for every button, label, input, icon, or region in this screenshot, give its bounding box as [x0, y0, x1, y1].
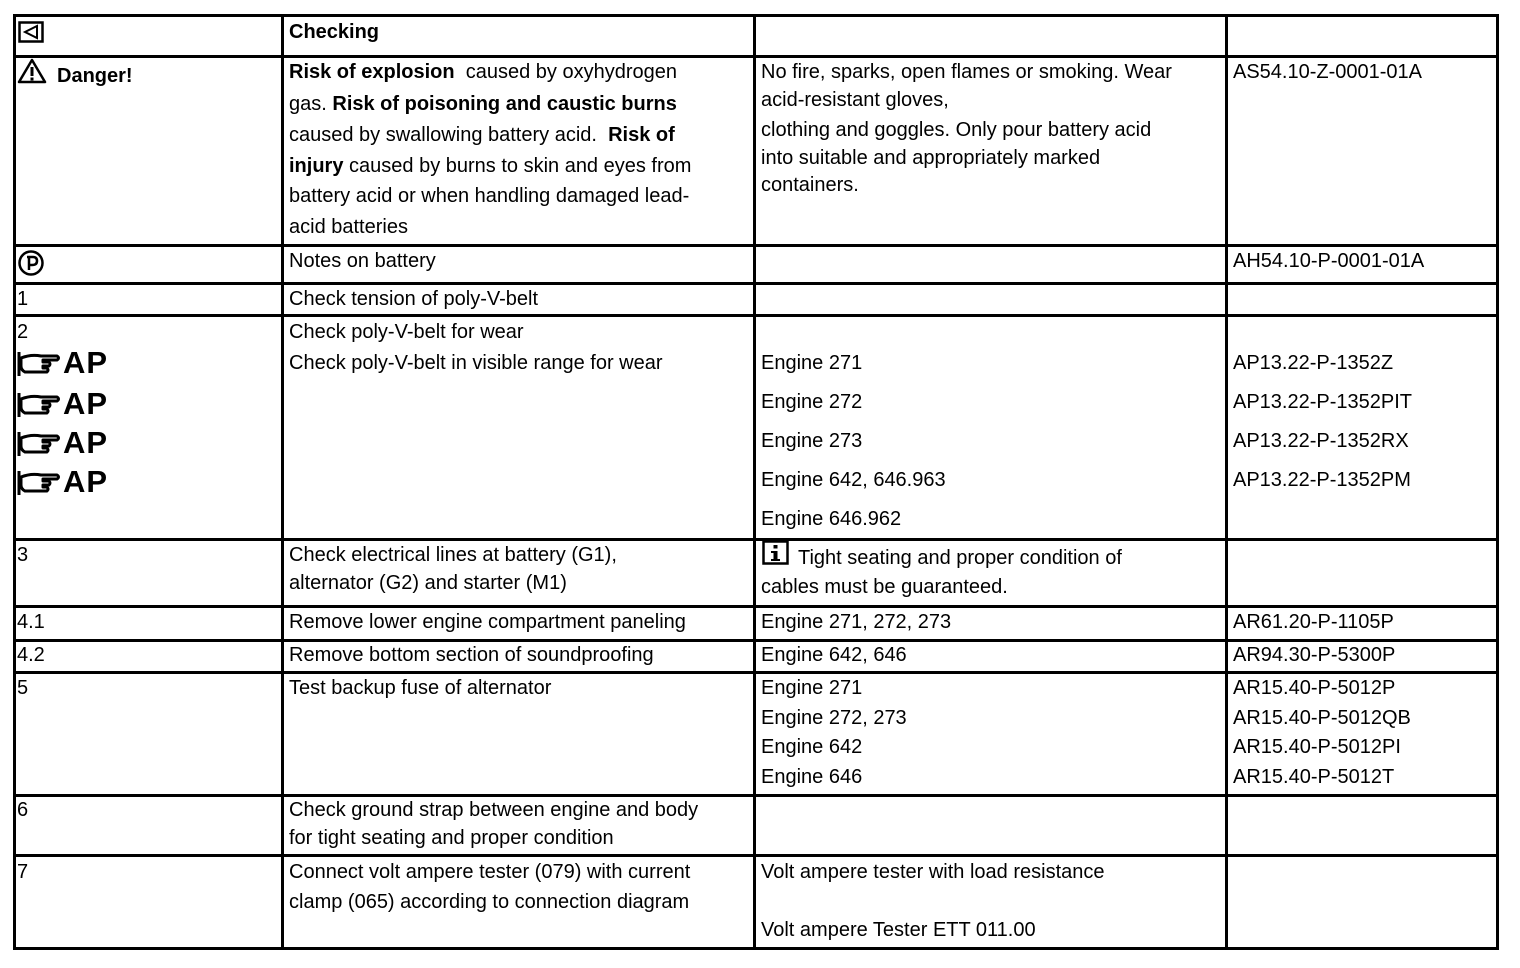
row-divider [13, 605, 1499, 608]
ap-link[interactable] [17, 386, 109, 421]
reference-link[interactable]: AP13.22-P-1352RX [1233, 430, 1409, 452]
ap-link[interactable] [17, 425, 109, 460]
step-number: 5 [17, 677, 29, 699]
column-divider [1225, 14, 1228, 950]
step-text: for tight seating and proper condition [289, 827, 614, 849]
reference-link[interactable]: AR15.40-P-5012QB [1233, 707, 1411, 729]
engine-label: Engine 271 [761, 352, 863, 374]
reference-link[interactable]: AH54.10-P-0001-01A [1233, 250, 1425, 272]
danger-bold: Risk of poisoning and caustic burns [332, 93, 677, 115]
pointing-hand-icon [17, 428, 61, 458]
reference-link[interactable]: AP13.22-P-1352PIT [1233, 391, 1412, 413]
row-divider [13, 538, 1499, 541]
ap-link[interactable] [17, 345, 109, 380]
table-border [1496, 14, 1499, 950]
reference-link[interactable]: AR61.20-P-1105P [1233, 611, 1394, 633]
step-number: 3 [17, 544, 29, 566]
step-text: Check electrical lines at battery (G1), [289, 544, 617, 566]
danger-measure-line: containers. [761, 174, 859, 196]
engine-label: Engine 646 [761, 766, 863, 788]
danger-measure-line: into suitable and appropriately marked [761, 147, 1101, 169]
row-divider [13, 14, 1499, 17]
reference-link[interactable]: AR15.40-P-5012P [1233, 677, 1396, 699]
engine-label: Engine 272, 273 [761, 707, 907, 729]
step-text: Test backup fuse of alternator [289, 677, 552, 699]
ap-label: AP [63, 425, 109, 460]
step-text: alternator (G2) and starter (M1) [289, 572, 567, 594]
column-divider [281, 14, 284, 950]
ap-link[interactable] [17, 464, 109, 499]
step-number: 2 [17, 321, 29, 343]
page-title: Checking [289, 21, 380, 43]
engine-label: Engine 271, 272, 273 [761, 611, 952, 633]
step-number: 4.1 [17, 611, 45, 633]
danger-measure-line: acid-resistant gloves, [761, 89, 949, 111]
warning-triangle-icon [17, 58, 47, 84]
step-text: Check ground strap between engine and body [289, 799, 699, 821]
danger-text-line [289, 154, 691, 178]
table-border [13, 14, 16, 950]
column-divider [753, 14, 756, 950]
danger-measure-line: No fire, sparks, open flames or smoking. Wear [761, 61, 1172, 83]
engine-label: Engine 271 [761, 677, 863, 699]
danger-text-line [289, 60, 677, 84]
danger-text-line [289, 92, 677, 116]
row-divider [13, 671, 1499, 674]
info-text: Tight seating and proper condition of [798, 547, 1122, 569]
danger-text-line: battery acid or when handling damaged lead- [289, 185, 690, 207]
ap-label: AP [63, 464, 109, 499]
reference-link[interactable]: AR94.30-P-5300P [1233, 644, 1396, 666]
tool-label: Volt ampere Tester ETT 011.00 [761, 919, 1036, 941]
row-divider [13, 314, 1499, 317]
reference-link[interactable]: AP13.22-P-1352Z [1233, 352, 1394, 374]
row-divider [13, 244, 1499, 247]
danger-text: caused by swallowing battery acid. [289, 124, 597, 146]
engine-label: Engine 642, 646 [761, 644, 907, 666]
step-text: Check poly-V-belt for wear [289, 321, 524, 343]
ap-label: AP [63, 386, 109, 421]
step-text: Remove bottom section of soundproofing [289, 644, 654, 666]
step-text: Check tension of poly-V-belt [289, 288, 539, 310]
row-divider [13, 794, 1499, 797]
engine-label: Engine 273 [761, 430, 863, 452]
reference-link[interactable]: AP13.22-P-1352PM [1233, 469, 1411, 491]
danger-measure-line: clothing and goggles. Only pour battery acid [761, 119, 1152, 141]
danger-text: caused by oxyhydrogen [465, 61, 677, 83]
danger-bold: Risk of [608, 124, 675, 146]
tool-label: Volt ampere tester with load resistance [761, 861, 1105, 883]
row-divider [13, 282, 1499, 285]
table-border [13, 947, 1499, 950]
danger-bold: Risk of explosion [289, 61, 455, 83]
reference-link[interactable]: AS54.10-Z-0001-01A [1233, 61, 1423, 83]
danger-text-line: acid batteries [289, 216, 408, 238]
info-box-icon [762, 540, 789, 565]
procedure-table [13, 14, 1499, 950]
row-divider [13, 854, 1499, 857]
ap-label: AP [63, 345, 109, 380]
step-text: Connect volt ampere tester (079) with current [289, 861, 691, 883]
pointing-hand-icon [17, 467, 61, 497]
step-text: clamp (065) according to connection diagram [289, 891, 690, 913]
pointing-hand-icon [17, 389, 61, 419]
step-number: 7 [17, 861, 29, 883]
row-divider [13, 55, 1499, 58]
engine-label: Engine 646.962 [761, 508, 902, 530]
danger-text: caused by burns to skin and eyes from [349, 155, 692, 177]
info-text: cables must be guaranteed. [761, 576, 1008, 598]
pointing-hand-icon [17, 348, 61, 378]
reference-link[interactable]: AR15.40-P-5012T [1233, 766, 1395, 788]
reference-link[interactable]: AR15.40-P-5012PI [1233, 736, 1401, 758]
engine-label: Engine 642, 646.963 [761, 469, 946, 491]
engine-label: Engine 642 [761, 736, 863, 758]
row-divider [13, 639, 1499, 642]
step-text: Remove lower engine compartment paneling [289, 611, 686, 633]
danger-bold: injury [289, 155, 344, 177]
danger-label: Danger! [57, 65, 133, 87]
step-number: 6 [17, 799, 29, 821]
step-number: 1 [17, 288, 29, 310]
danger-text: gas. [289, 93, 327, 115]
danger-text-line [289, 123, 675, 147]
step-text: Check poly-V-belt in visible range for wear [289, 352, 663, 374]
engine-label: Engine 272 [761, 391, 863, 413]
note-circle-icon [17, 249, 45, 277]
step-number: 4.2 [17, 644, 45, 666]
back-arrow-box-icon[interactable] [18, 21, 44, 43]
notes-text: Notes on battery [289, 250, 436, 272]
